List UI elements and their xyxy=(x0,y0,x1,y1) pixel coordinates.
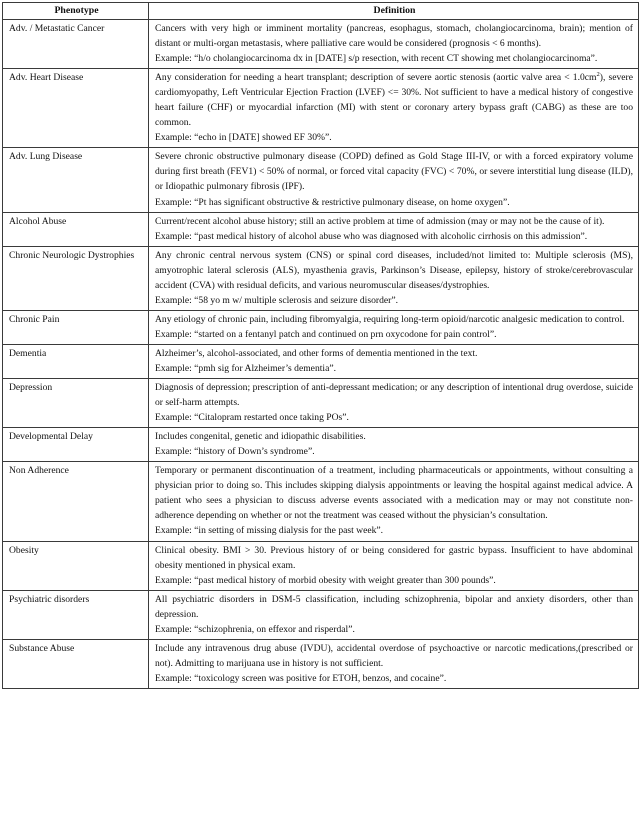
definition-paragraph: Alzheimer’s, alcohol-associated, and other forms of dementia mentioned in the text. xyxy=(155,347,478,359)
definition-text xyxy=(149,379,638,427)
definition-text xyxy=(149,462,638,540)
definition-cell xyxy=(149,639,639,688)
phenotype-label: Adv. Lung Disease xyxy=(9,151,83,163)
definition-paragraph: Temporary or permanent discontinuation of a treatment, including pharmaceuticals or appointments, without consulting a physician prior to doing so. This includes skipping dialysis appointments or leaving the hospital against medical advice. A patient who sees a physician to discuss adverse events associated with a medication may or may not constitute non-adherence depending on whether or not the treatment was ceased without the physician’s consultation. xyxy=(155,465,633,522)
definition-cell xyxy=(149,462,639,541)
phenotype-cell xyxy=(3,541,149,590)
table-row xyxy=(3,148,639,212)
table-row xyxy=(3,69,639,148)
definition-text xyxy=(149,20,638,68)
column-header-definition xyxy=(149,3,639,20)
phenotype-cell xyxy=(3,69,149,148)
phenotype-cell xyxy=(3,212,149,246)
phenotype-label: Chronic Pain xyxy=(9,313,60,325)
phenotype-label: Developmental Delay xyxy=(9,431,93,443)
definition-example: Example: “schizophrenia, on effexor and risperdal”. xyxy=(155,623,355,635)
definition-example: Example: “h/o cholangiocarcinoma dx in [DATE] s/p resection, with recent CT showing met cholangiocarcinoma”. xyxy=(155,53,598,65)
phenotype-label: Dementia xyxy=(9,347,47,359)
definition-paragraph: Severe chronic obstructive pulmonary disease (COPD) defined as Gold Stage III-IV, or with a forced expiratory volume during first breath (FEV1) < 50% of normal, or forced vital capacity (FVC) < 70%, or severe interstitial lung disease (ILD), or Idiopathic pulmonary fibrosis (IPF). xyxy=(155,151,633,193)
phenotype-label: Alcohol Abuse xyxy=(9,215,67,227)
definition-paragraph: All psychiatric disorders in DSM-5 classification, including schizophrenia, bipolar and anxiety disorders, other than depression. xyxy=(155,593,633,620)
table-row xyxy=(3,246,639,310)
column-header-phenotype-label: Phenotype xyxy=(54,5,99,16)
phenotype-label: Non Adherence xyxy=(9,465,69,477)
phenotype-cell xyxy=(3,148,149,212)
definition-cell xyxy=(149,212,639,246)
definition-text xyxy=(149,591,638,639)
table-row xyxy=(3,590,639,639)
table-body xyxy=(3,20,639,689)
phenotype-cell xyxy=(3,590,149,639)
phenotype-cell xyxy=(3,428,149,462)
definition-text xyxy=(149,640,638,688)
table-row xyxy=(3,462,639,541)
superscript-two: 2 xyxy=(596,70,600,78)
table-row xyxy=(3,379,639,428)
phenotype-label: Substance Abuse xyxy=(9,642,75,654)
table-header-row xyxy=(3,3,639,20)
definition-text xyxy=(149,542,638,590)
table-row xyxy=(3,20,639,69)
table-row xyxy=(3,344,639,378)
phenotype-cell xyxy=(3,20,149,69)
definition-example: Example: “echo in [DATE] showed EF 30%”. xyxy=(155,132,332,144)
definition-paragraph: Include any intravenous drug abuse (IVDU), accidental overdose of psychoactive or narcotic medications,(prescribed or not). Admitting to marijuana use in history is not sufficient. xyxy=(155,642,633,669)
table-row xyxy=(3,428,639,462)
phenotype-table-container xyxy=(2,2,638,689)
phenotype-cell xyxy=(3,379,149,428)
definition-cell xyxy=(149,541,639,590)
definition-cell xyxy=(149,590,639,639)
definition-example: Example: “Citalopram restarted once taking POs”. xyxy=(155,412,349,424)
definition-example: Example: “Pt has significant obstructive & restrictive pulmonary disease, on home oxygen”. xyxy=(155,196,510,208)
definition-cell xyxy=(149,148,639,212)
definition-example: Example: “past medical history of alcohol abuse who was diagnosed with alcoholic cirrhosis on this admission”. xyxy=(155,230,588,242)
column-header-phenotype xyxy=(3,3,149,20)
definition-text xyxy=(149,213,638,246)
definition-cell xyxy=(149,344,639,378)
definition-example: Example: “past medical history of morbid obesity with weight greater than 300 pounds”. xyxy=(155,574,496,586)
phenotype-label: Psychiatric disorders xyxy=(9,593,90,605)
definition-paragraph: Diagnosis of depression; prescription of anti-depressant medication; or any description of intentional drug overdose, suicide or self-harm attempts. xyxy=(155,382,633,409)
table-row xyxy=(3,310,639,344)
table-row xyxy=(3,212,639,246)
definition-paragraph: Cancers with very high or imminent mortality (pancreas, esophagus, stomach, cholangiocarcinoma, brain); mention of distant or multi-organ metastasis, where palliative care would be considered (prognosis < 6 months). xyxy=(155,23,633,50)
definition-example: Example: “58 yo m w/ multiple sclerosis and seizure disorder”. xyxy=(155,294,398,306)
definition-cell xyxy=(149,246,639,310)
definition-text xyxy=(149,345,638,378)
definition-text xyxy=(149,428,638,461)
definition-text xyxy=(149,247,638,310)
column-header-definition-label: Definition xyxy=(373,5,416,16)
definition-paragraph: Clinical obesity. BMI > 30. Previous history of or being considered for gastric bypass. Insufficient to have abdominal obesity mentioned in physical exam. xyxy=(155,544,633,571)
definition-cell xyxy=(149,20,639,69)
definition-example: Example: “toxicology screen was positive for ETOH, benzos, and cocaine”. xyxy=(155,672,447,684)
definition-paragraph: Any etiology of chronic pain, including fibromyalgia, requiring long-term opioid/narcotic analgesic medication to control. xyxy=(155,313,625,325)
definition-paragraph: Any consideration for needing a heart transplant; description of severe aortic stenosis (aortic valve area < $1.0cm^2$), severe cardiomyopathy, Left Ventricular Ejection Fraction (LVEF) <= 30%. Not sufficient to have a medical history of congestive heart failure (CHF) or myocardial infarction (MI) with stent or coronary artery bypass graft (CABG) as these are too common. xyxy=(155,70,633,129)
phenotype-label: Adv. Heart Disease xyxy=(9,72,84,84)
definition-cell xyxy=(149,69,639,148)
definition-example: Example: “pmh sig for Alzheimer’s dementia”. xyxy=(155,362,336,374)
definition-example: Example: “started on a fentanyl patch and continued on prn oxycodone for pain control”. xyxy=(155,328,497,340)
definition-cell xyxy=(149,310,639,344)
phenotype-cell xyxy=(3,246,149,310)
table-row xyxy=(3,639,639,688)
phenotype-definition-table xyxy=(2,2,639,689)
phenotype-label: Adv. / Metastatic Cancer xyxy=(9,23,105,34)
definition-text xyxy=(149,311,638,344)
definition-cell xyxy=(149,428,639,462)
definition-example: Example: “history of Down’s syndrome”. xyxy=(155,446,315,458)
definition-paragraph: Includes congenital, genetic and idiopathic disabilities. xyxy=(155,431,366,443)
phenotype-cell xyxy=(3,639,149,688)
definition-text xyxy=(149,148,638,211)
phenotype-cell xyxy=(3,462,149,541)
definition-paragraph: Current/recent alcohol abuse history; still an active problem at time of admission (may or may not be the cause of it). xyxy=(155,215,605,227)
table-row xyxy=(3,541,639,590)
definition-example: Example: “in setting of missing dialysis for the past week”. xyxy=(155,525,384,537)
table-header xyxy=(3,3,639,20)
definition-cell xyxy=(149,379,639,428)
phenotype-label: Depression xyxy=(9,382,53,394)
definition-text xyxy=(149,69,638,147)
phenotype-cell xyxy=(3,310,149,344)
phenotype-label: Obesity xyxy=(9,544,39,556)
definition-paragraph: Any chronic central nervous system (CNS) or spinal cord diseases, included/not limited to: Multiple sclerosis (MS), amyotrophic lateral sclerosis (ALS), myasthenia gravis, Parkinson’s Disease, epilepsy, history of stroke/cerebrovascular accident (CVA) with residual deficits, and various neuromuscular diseases/dystrophies. xyxy=(155,249,633,291)
phenotype-cell xyxy=(3,344,149,378)
phenotype-label: Chronic Neurologic Dystrophies xyxy=(9,249,135,261)
